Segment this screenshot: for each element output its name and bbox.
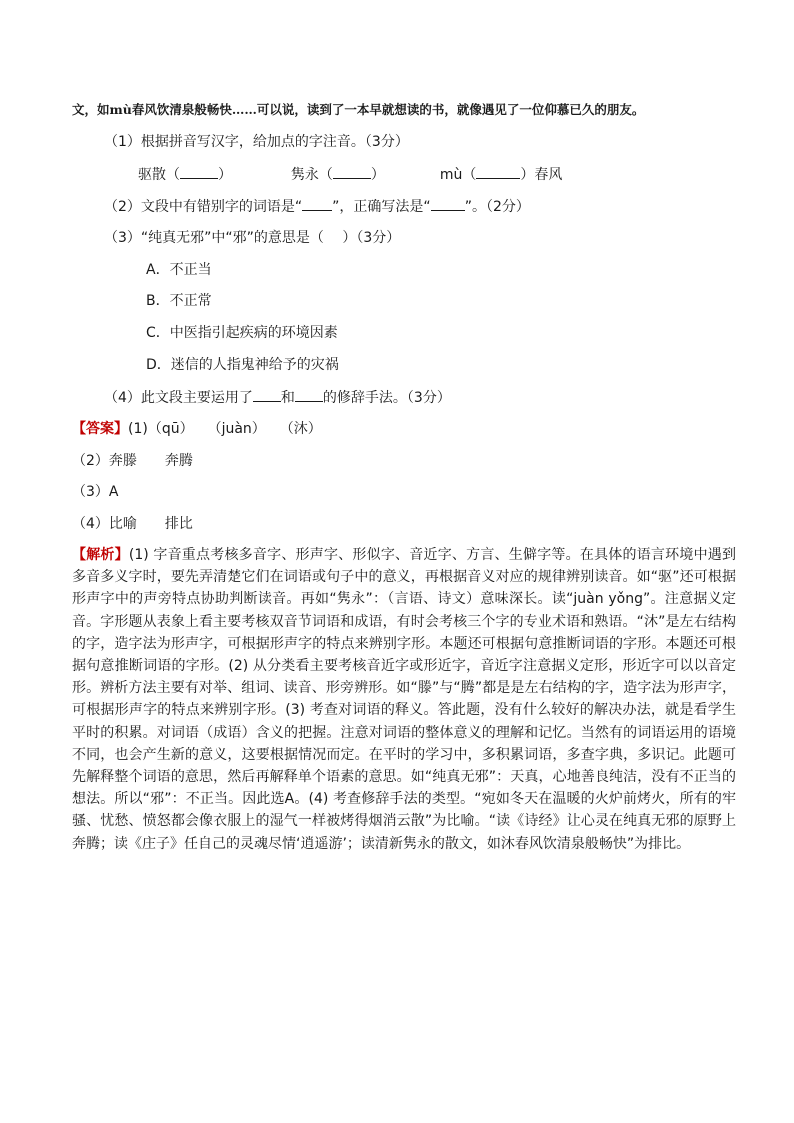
- q1-item1-blank[interactable]: [180, 164, 218, 179]
- q1-item3-blank[interactable]: [476, 164, 520, 179]
- q4-suffix: 的修辞手法。（3分）: [322, 390, 451, 406]
- analysis-label: 【解析】: [72, 547, 129, 563]
- q3-option-b: B．不正常: [146, 293, 212, 309]
- q2-middle: ”，正确写法是“: [332, 199, 431, 215]
- q2-line: [104, 196, 530, 217]
- q1-item2-suffix: ）: [370, 167, 385, 183]
- answer-label: 【答案】: [72, 421, 128, 437]
- answer-line-3: （3）A: [72, 484, 119, 500]
- q4-middle: 和: [280, 390, 295, 406]
- q1-item2-blank[interactable]: [333, 164, 371, 179]
- analysis-paragraph: [72, 544, 736, 855]
- analysis-text: (1) 字音重点考核多音字、形声字、形似字、音近字、方言、生僻字等。在具体的语言环境中遇到多音多义字时，要先弄清楚它们在词语或句子中的意义，再根据音义对应的规律辨别读音。如“驱”还可根据形声字中的声旁特点协助判断读音。再如“隽永”：（言语、诗文）意味深长。读“juàn yǒng”。注意据义定音。字形题从表象上看主要考核双音节词语和成语，有时会考核三个字的专业术语和熟语。“沐”是左右结构的字，造字法为形声字，可根据形声字的特点来辨别字形。本题还可根据句意推断词语的字形。本题还可根据句意推断词语的字形。(2) 从分类看主要考核音近字或形近字，音近字注意据义定形，形近字可以以音定形。辨析方法主要有对举、组词、读音、形旁辨形。如“滕”与“腾”都是是左右结构的字，造字法为形声字，可根据形声字的特点来辨别字形。(3) 考查对词语的释义。答此题，没有什么较好的解决办法，就是看学生平时的积累。对词语（成语）含义的把握。注意对词语的整体意义的理解和记忆。当然有的词语运用的语境不同，也会产生新的意义，这要根据情况而定。在平时的学习中，多积累词语，多查字典，多识记。此题可先解释整个词语的意思，然后再解释单个语素的意思。如“纯真无邪”：天真，心地善良纯洁，没有不正当的想法。所以“邪”：不正当。因此选A。(4) 考查修辞手法的类型。“宛如冬天在温暖的火炉前烤火，所有的牢骚、忧愁、愤怒都会像衣服上的湿气一样被烤得烟消云散”为比喻。“读《诗经》让心灵在纯真无邪的原野上奔腾；读《庄子》任自己的灵魂尽情‘逍遥游’；读清新隽永的散文，如沐春风饮清泉般畅快”为排比。: [72, 547, 737, 852]
- q3-option-d: D．迷信的人指鬼神给予的灾祸: [146, 357, 339, 373]
- answer-line-4: （4）比喻 排比: [72, 516, 193, 532]
- q3-title: （3）“纯真无邪”中“邪”的意思是（ ）（3分）: [104, 230, 401, 246]
- answer-line-1: [72, 419, 322, 439]
- q1-item2-prefix: 隽永（: [290, 167, 333, 183]
- q4-line: [104, 387, 451, 408]
- q1-items: [138, 164, 562, 185]
- q3-option-c: C．中医指引起疾病的环境因素: [146, 325, 338, 341]
- q4-blank-2[interactable]: [295, 387, 323, 402]
- q1-title: （1）根据拼音写汉字，给加点的字注音。（3分）: [104, 134, 409, 150]
- intro-line: 文，如mù春风饮清泉般畅快……可以说，读到了一本早就想读的书，就像遇见了一位仰慕已久的朋友。: [72, 102, 645, 117]
- q1-item1-suffix: ）: [218, 167, 232, 183]
- q1-item3-prefix: mù（: [439, 167, 477, 183]
- answer-line-2: （2）奔滕 奔腾: [72, 453, 193, 469]
- q2-blank-wrong[interactable]: [302, 196, 332, 211]
- q2-prefix: （2）文段中有错别字的词语是“: [104, 199, 303, 215]
- q3-option-a: A．不正当: [146, 262, 212, 278]
- q1-item3-suffix: ）春风: [520, 167, 563, 183]
- q4-prefix: （4）此文段主要运用了: [104, 390, 253, 406]
- q1-item1-prefix: 驱散（: [138, 167, 180, 183]
- q2-suffix: ”。（2分）: [464, 199, 530, 215]
- answer-text-1: (1)（qū） （juàn） （沐）: [128, 421, 322, 437]
- q2-blank-correct[interactable]: [431, 196, 465, 211]
- q4-blank-1[interactable]: [253, 387, 281, 402]
